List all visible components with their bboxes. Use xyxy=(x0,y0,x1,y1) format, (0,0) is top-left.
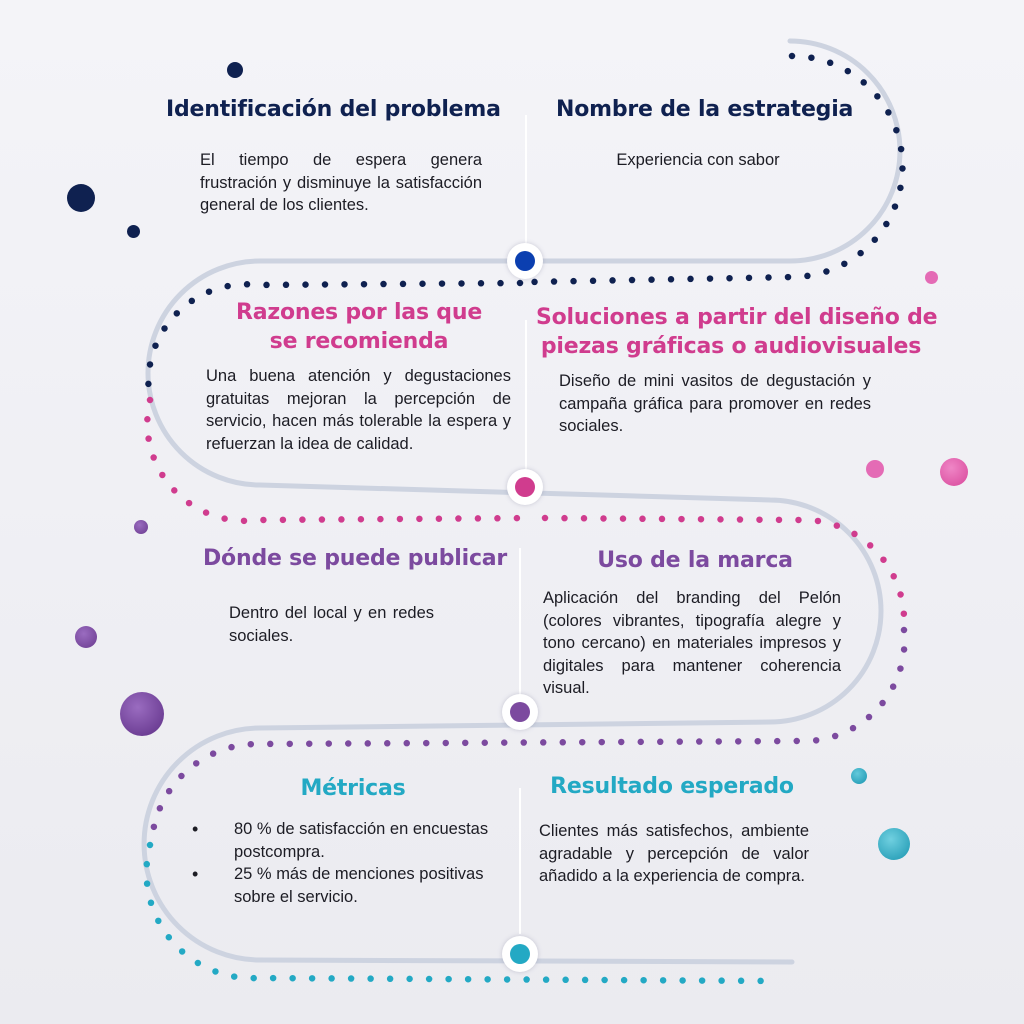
divider-row2 xyxy=(525,320,527,470)
purple-bubble-tiny xyxy=(134,520,148,534)
step-node-1 xyxy=(507,243,543,279)
solutions-title-line2: piezas gráficas o audiovisuales xyxy=(540,334,922,359)
reasons-title-line2: se recomienda xyxy=(269,329,449,354)
pink-bubble-small xyxy=(925,271,938,284)
strategy-name-title: Nombre de la estrategia xyxy=(556,97,854,122)
divider-row3 xyxy=(519,548,521,696)
navy-bubble-large xyxy=(67,184,95,212)
solutions-title-line1: Soluciones a partir del diseño de xyxy=(536,305,938,330)
step-node-2 xyxy=(507,469,543,505)
reasons-title-line1: Razones por las que xyxy=(235,300,483,325)
problem-title: Identificación del problema xyxy=(166,97,501,122)
expected-result-text: Clientes más satisfechos, ambiente agradable y percepción de valor añadido a la experiencia de compra. xyxy=(539,822,809,885)
step-node-3 xyxy=(502,694,538,730)
strategy-name-text: Experiencia con sabor xyxy=(616,151,780,169)
purple-bubble-small xyxy=(75,626,97,648)
pink-bubble-large xyxy=(940,458,968,486)
purple-bubble-large xyxy=(120,692,164,736)
divider-row1 xyxy=(525,115,527,250)
teal-bubble-large xyxy=(878,828,910,860)
solutions-title xyxy=(536,303,938,361)
metric-item-2: • 25 % más de menciones positivas sobre el servicio. xyxy=(192,863,517,908)
metrics-list xyxy=(192,818,517,908)
navy-bubble-tiny xyxy=(127,225,140,238)
metric-item-1: • 80 % de satisfacción en encuestas postcompra. xyxy=(192,818,517,863)
expected-result-title: Resultado esperado xyxy=(550,774,794,799)
pink-bubble-medium xyxy=(866,460,884,478)
reasons-text: Una buena atención y degustaciones gratuitas mejoran la percepción de servicio, hacen más tolerable la espera y refuerzan la idea de calidad. xyxy=(206,367,511,453)
step-node-4 xyxy=(502,936,538,972)
metrics-title: Métricas xyxy=(300,776,406,801)
brand-usage-title: Uso de la marca xyxy=(597,548,793,573)
publish-where-title: Dónde se puede publicar xyxy=(203,546,508,571)
divider-row4 xyxy=(519,788,521,934)
navy-bubble-small xyxy=(227,62,243,78)
reasons-title xyxy=(214,298,504,356)
solutions-text: Diseño de mini vasitos de degustación y campaña gráfica para promover en redes sociales. xyxy=(559,372,871,435)
teal-bubble-small xyxy=(851,768,867,784)
brand-usage-text: Aplicación del branding del Pelón (colores vibrantes, tipografía alegre y tono cercano) en materiales impresos y digitales para mantener coherencia visual. xyxy=(543,589,841,697)
publish-where-text: Dentro del local y en redes sociales. xyxy=(229,604,434,645)
problem-text: El tiempo de espera genera frustración y disminuye la satisfacción general de los clientes. xyxy=(200,151,482,214)
